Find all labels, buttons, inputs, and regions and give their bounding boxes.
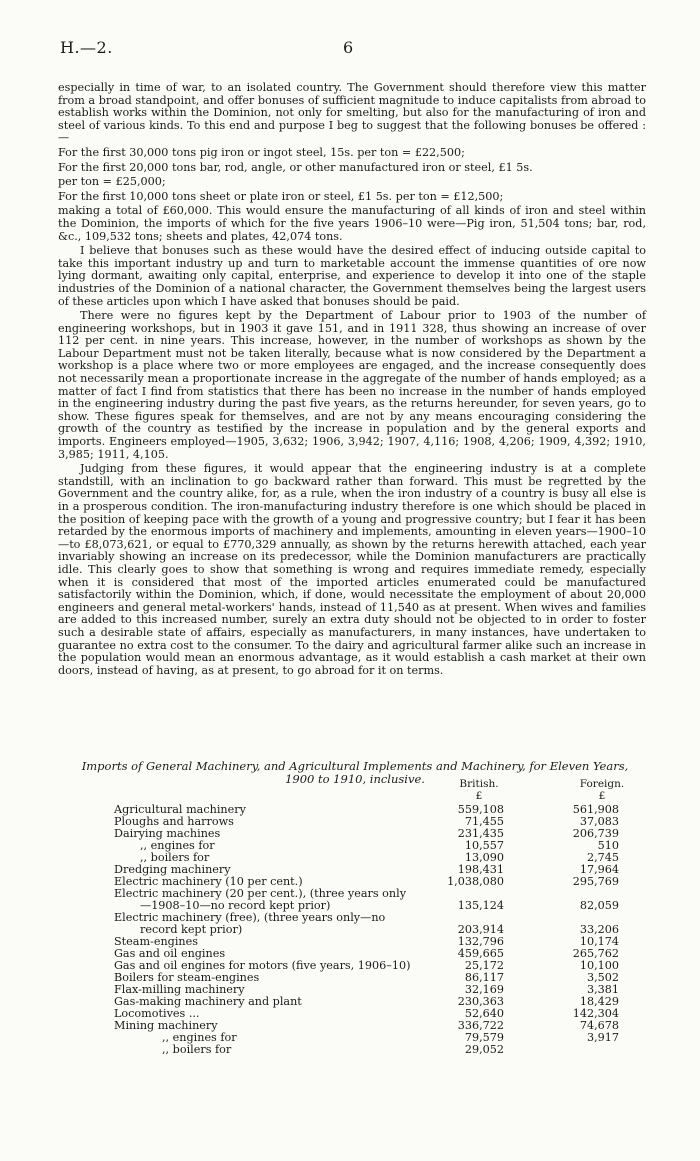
british-value: 231,435 (457, 827, 504, 840)
paragraph: Judging from these figures, it would appear that the engineering industry is at a complete standstill, with an inclination to go backward rather than forward. This must be regretted by the Government and the country alike, for, as a rule, when the iron industry of a country is busy all else is in a prosperous condition. The iron-manufacturing industry therefore is one which should be placed in the position of keeping pace with the growth of a young and progressive country; but I fear it has been retarded by the enormous imports of machinery and implements, amounting in eleven years—1900–10—to £8,073,621, or equal to £770,329 annually, as shown by the returns herewith attached, each year invariably showing an increase on its predecessor, while the Dominion manufacturers are practically idle. This clearly goes to show that something is wrong and requires immediate remedy, especially when it is considered that most of the imported articles enumerated could be manufactured satisfactorily within the Dominion, which, if done, would necessitate the employment of about 20,000 engineers and general metal-workers' hands, instead of 11,540 as at present. When wives and families are added to this increased number, surely an extra duty should not be objected to in order to foster such a desirable state of affairs, especially as manufacturers, in many instances, have undertaken to guarantee no extra cost to the consumer. To the dairy and agricultural farmer alike such an increase in the population would mean an enormous advantage, as it would establish a cash market at their own doors, instead of having, as at present, to go abroad for it on terms. (58, 462, 646, 677)
row-label: Gas and oil engines for motors (five years, 1906–10) (114, 959, 411, 972)
foreign-value: 10,100 (579, 959, 619, 972)
paragraph: making a total of £60,000. This would ensure the manufacturing of all kinds of iron and steel within the Dominion, the imports of which for the five years 1906–10 were—Pig iron, 51,504 tons; bar, rod, &c., 109,532 tons; sheets and plates, 42,074 tons. (58, 204, 646, 243)
table-row (114, 888, 654, 912)
british-value: 336,722 (457, 1019, 504, 1032)
british-value: 32,169 (464, 983, 504, 996)
page-header (60, 38, 645, 62)
row-label: Mining machinery (114, 1019, 218, 1032)
row-label: Boilers for steam-engines (114, 971, 260, 984)
row-label (114, 888, 439, 912)
row-label: ,, engines for (140, 839, 215, 852)
bonus-line: For the first 20,000 tons bar, rod, angle, or other manufactured iron or steel, £1 5s. (58, 160, 533, 174)
bonus-line: For the first 30,000 tons pig iron or ingot steel, 15s. per ton = £22,500; (58, 145, 465, 159)
table-title-line: 1900 to 1910, inclusive. (285, 772, 425, 786)
table-header (114, 778, 654, 804)
foreign-value: 37,083 (579, 815, 619, 828)
british-value: 132,796 (457, 935, 504, 948)
row-label: Gas and oil engines (114, 947, 226, 960)
foreign-value: 3,381 (586, 983, 619, 996)
document-reference: H.—2. (60, 38, 113, 57)
column-unit: £ (598, 790, 606, 802)
paragraph: especially in time of war, to an isolated country. The Government should therefore view this matter from a broad standpoint, and offer bonuses of sufficient magnitude to induce capitalists from abroad to establish works within the Dominion, not only for smelting, but also for the manufacturing of iron and steel of various kinds. To this end and purpose I beg to suggest that the following bonuses be offered :— (58, 81, 646, 145)
british-value: 135,124 (457, 899, 504, 912)
foreign-value: 265,762 (572, 947, 619, 960)
foreign-value: 17,964 (579, 863, 619, 876)
imports-table (114, 778, 654, 1056)
foreign-value: 74,678 (579, 1019, 619, 1032)
foreign-value: 18,429 (579, 995, 619, 1008)
foreign-value: 142,304 (572, 1007, 619, 1020)
british-value: 459,665 (457, 947, 504, 960)
foreign-value: 82,059 (579, 899, 619, 912)
bonus-line: For the first 10,000 tons sheet or plate iron or steel, £1 5s. per ton = £12,500; (58, 189, 504, 203)
column-unit: £ (475, 790, 483, 802)
foreign-value: 510 (597, 839, 619, 852)
british-value: 1,038,080 (447, 875, 504, 888)
foreign-value: 10,174 (579, 935, 619, 948)
row-label (114, 912, 439, 936)
british-value: 13,090 (464, 851, 504, 864)
british-value: 79,579 (464, 1031, 504, 1044)
british-value: 86,117 (464, 971, 504, 984)
row-label-line: record kept prior) (140, 923, 243, 936)
foreign-value: 3,502 (586, 971, 619, 984)
british-value: 230,363 (457, 995, 504, 1008)
column-header-british: British. (459, 778, 499, 790)
row-label: Steam-engines (114, 935, 198, 948)
british-value: 71,455 (464, 815, 504, 828)
row-label: Electric machinery (10 per cent.) (114, 875, 303, 888)
row-label-line: —1908–10—no record kept prior) (140, 899, 331, 912)
row-label: Locomotives ... (114, 1007, 200, 1020)
table-row (114, 1044, 654, 1056)
body-text (58, 82, 646, 679)
foreign-value: 3,917 (586, 1031, 619, 1044)
foreign-value: 33,206 (579, 923, 619, 936)
column-header-foreign: Foreign. (579, 778, 625, 790)
british-value: 29,052 (464, 1043, 504, 1056)
british-value: 198,431 (457, 863, 504, 876)
foreign-value: 206,739 (572, 827, 619, 840)
row-label: ,, engines for (162, 1031, 237, 1044)
row-label: Ploughs and harrows (114, 815, 234, 828)
row-label-line: Electric machinery (free), (three years only—no (114, 911, 386, 924)
row-label: ,, boilers for (140, 851, 210, 864)
row-label: ,, boilers for (162, 1043, 232, 1056)
british-value: 52,640 (464, 1007, 504, 1020)
british-value: 203,914 (457, 923, 504, 936)
bonus-line: per ton = £25,000; (58, 175, 166, 189)
foreign-value: 561,908 (572, 803, 619, 816)
british-value: 25,172 (464, 959, 504, 972)
row-label: Dairying machines (114, 827, 221, 840)
british-value: 10,557 (464, 839, 504, 852)
row-label: Agricultural machinery (114, 803, 246, 816)
row-label: Flax-milling machinery (114, 983, 245, 996)
paragraph: I believe that bonuses such as these would have the desired effect of inducing outside capital to take this important industry up and turn to marketable account the immense quantities of ore now lying dormant, awaiting only capital, enterprise, and experience to develop it into one of the staple industries of the Dominion of a national character, the Government themselves being the largest users of these articles upon which I have asked that bonuses should be paid. (58, 244, 646, 308)
foreign-value: 295,769 (572, 875, 619, 888)
table-title-line: Imports of General Machinery, and Agricultural Implements and Machinery, for Eleven Years, (81, 759, 629, 773)
paragraph: There were no figures kept by the Department of Labour prior to 1903 of the number of engineering workshops, but in 1903 it gave 151, and in 1911 328, thus showing an increase of over 112 per cent. in nine years. This increase, however, in the number of workshops as shown by the Labour Department must not be taken literally, because what is now considered by the Department a workshop is a place where two or more employees are engaged, and the increase consequently does not necessarily mean a proportionate increase in the aggregate of the number of hands employed; as a matter of fact I find from statistics that there has been no increase in the number of hands employed in the engineering industry during the past five years, as the returns hereunder, for seven years, go to show. These figures speak for themselves, and are not by any means encouraging considering the growth of the country as testified by the increase in population and by the general exports and imports. Engineers employed—1905, 3,632; 1906, 3,942; 1907, 4,116; 1908, 4,206; 1909, 4,392; 1910, 3,985; 1911, 4,105. (58, 309, 646, 461)
table-row (114, 912, 654, 936)
british-value: 559,108 (457, 803, 504, 816)
page-number: 6 (343, 38, 354, 57)
foreign-value: 2,745 (586, 851, 619, 864)
row-label-line: Electric machinery (20 per cent.), (three years only (114, 887, 407, 900)
row-label: Gas-making machinery and plant (114, 995, 302, 1008)
row-label: Dredging machinery (114, 863, 231, 876)
